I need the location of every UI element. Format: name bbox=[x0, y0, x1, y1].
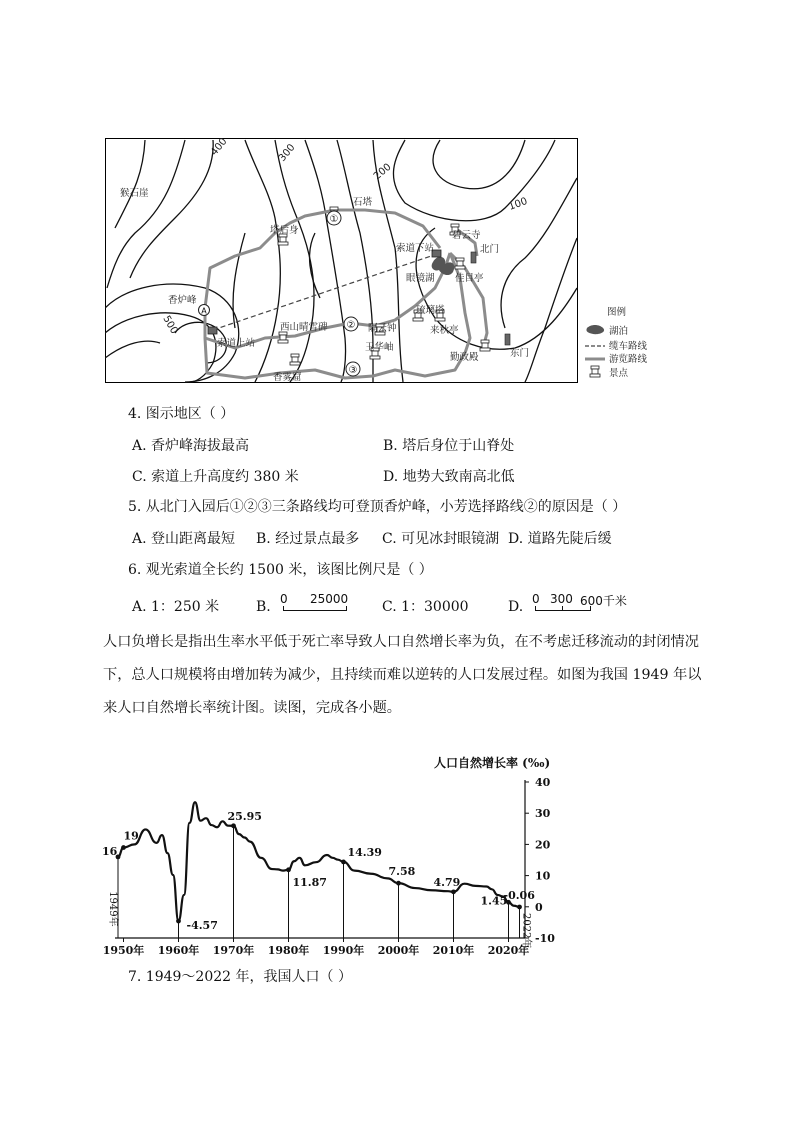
data-point bbox=[517, 905, 522, 910]
contour-label-200: 200 bbox=[371, 161, 394, 183]
q5-option-b[interactable]: B. 经过景点最多 bbox=[256, 531, 360, 547]
q5-option-c[interactable]: C. 可见冰封眼镜湖 bbox=[382, 531, 500, 547]
q6-option-b-prefix: B. bbox=[256, 599, 271, 615]
svg-text:A: A bbox=[201, 306, 207, 316]
intro-paragraph: 人口负增长是指出生率水平低于死亡率导致人口自然增长率为负，在不考虑迁移流动的封闭情况下，总人口规模将由增加转为减少，且持续而难以逆转的人口发展过程。如图为我国 1949 年以来人口自然增长率统计图。读图，完成各小题。 bbox=[103, 634, 702, 716]
q4-option-c[interactable]: C. 索道上升高度约 380 米 bbox=[132, 469, 299, 485]
place-dongmen: 东门 bbox=[510, 348, 530, 359]
y-tick-label: 10 bbox=[535, 869, 551, 883]
scale-label-25000: 25000 bbox=[310, 592, 349, 606]
place-xianglufeng: 香炉峰 bbox=[168, 295, 197, 306]
x-tick-label: 1970年 bbox=[212, 944, 255, 957]
scale-label-300: 300 bbox=[550, 592, 573, 606]
y-tick-label: 0 bbox=[535, 900, 543, 914]
place-laiqiuting: 来秋亭 bbox=[430, 325, 459, 336]
data-point bbox=[286, 867, 291, 872]
place-qinzhengdian: 勤政殿 bbox=[450, 352, 479, 363]
data-label: 1.45 bbox=[480, 894, 508, 908]
data-label: 11.87 bbox=[292, 875, 327, 889]
chart-title: 人口自然增长率 (‰) bbox=[434, 756, 551, 770]
contour-label-400: 400 bbox=[208, 138, 230, 158]
data-point bbox=[231, 823, 236, 828]
q6-option-d-prefix: D. bbox=[508, 599, 524, 615]
x-tick-label: 1990年 bbox=[322, 944, 365, 957]
q6-option-a[interactable]: A. 1：250 米 bbox=[132, 599, 220, 615]
q5-stem: 5. 从北门入园后①②③三条路线均可登顶香炉峰，小芳选择路线②的原因是（ ） bbox=[128, 499, 627, 515]
marker-2022: 2022年 bbox=[520, 913, 532, 949]
x-tick-label: 1980年 bbox=[267, 944, 310, 957]
data-point bbox=[176, 919, 181, 924]
x-tick-label: 1960年 bbox=[157, 944, 200, 957]
svg-text:①: ① bbox=[329, 214, 339, 225]
data-label: 14.39 bbox=[347, 845, 382, 859]
contour-label-300: 300 bbox=[276, 142, 298, 164]
map-svg bbox=[105, 138, 685, 384]
place-jiamuting: 佳目亭 bbox=[455, 273, 484, 284]
place-gelianzhong: 隔云钟 bbox=[368, 323, 397, 334]
q4-stem: 4. 图示地区（ ） bbox=[128, 406, 235, 422]
place-xishan: 西山晴雪碑 bbox=[280, 322, 328, 333]
data-label: 4.79 bbox=[433, 875, 461, 889]
y-tick-label: 30 bbox=[535, 807, 551, 821]
place-tahoushen: 塔后身 bbox=[270, 225, 299, 236]
q5-option-a[interactable]: A. 登山距离最短 bbox=[132, 531, 236, 547]
series-line bbox=[118, 802, 520, 921]
gate-dongmen bbox=[505, 334, 510, 345]
scale-label-0: 0 bbox=[280, 592, 288, 606]
point-marker-a bbox=[199, 305, 210, 316]
place-yanjinghu: 眼镜湖 bbox=[406, 273, 435, 284]
route-marker-2 bbox=[344, 317, 358, 331]
legend-tour: 游览路线 bbox=[609, 354, 648, 365]
x-tick-label: 2000年 bbox=[377, 944, 420, 957]
place-houshiya: 猴石崖 bbox=[120, 188, 149, 199]
place-yuhuaxie: 玉华岫 bbox=[365, 342, 394, 353]
scale-bar-mid-tick bbox=[562, 606, 563, 611]
place-xiangwuku: 香雾窟 bbox=[273, 372, 302, 383]
chart-svg bbox=[100, 752, 560, 962]
chart-annotated-points bbox=[102, 810, 535, 949]
contour-label-100: 100 bbox=[507, 195, 529, 213]
place-biyunsi: 碧云寺 bbox=[452, 230, 481, 241]
data-label: 25.95 bbox=[227, 809, 262, 823]
q6-option-c[interactable]: C. 1：30000 bbox=[382, 599, 469, 615]
q4-option-a[interactable]: A. 香炉峰海拔最高 bbox=[132, 438, 250, 454]
x-tick-label: 2020年 bbox=[487, 944, 530, 957]
scale-bar bbox=[535, 606, 591, 611]
place-shita: 石塔 bbox=[353, 197, 373, 208]
q6-option-b[interactable] bbox=[256, 592, 366, 618]
place-liulita: 琉璃塔 bbox=[416, 305, 445, 316]
place-suodaoxiazhan: 索道下站 bbox=[396, 243, 435, 254]
legend-title: 图例 bbox=[607, 307, 627, 318]
q4-option-b[interactable]: B. 塔后身位于山脊处 bbox=[383, 438, 515, 454]
legend-pagoda-icon bbox=[590, 366, 600, 377]
place-beimen: 北门 bbox=[480, 244, 500, 255]
y-tick-label: -10 bbox=[535, 932, 555, 945]
svg-text:③: ③ bbox=[348, 365, 358, 376]
map-legend bbox=[585, 306, 648, 379]
q6-option-d[interactable] bbox=[508, 592, 648, 618]
population-growth-chart bbox=[100, 752, 560, 962]
place-suodaoshangzhan: 索道上站 bbox=[217, 338, 256, 349]
data-point bbox=[121, 845, 126, 850]
topographic-map bbox=[105, 138, 685, 384]
q7-stem: 7. 1949～2022 年，我国人口（ ） bbox=[128, 969, 352, 985]
legend-lake-swatch bbox=[586, 325, 604, 334]
gate-beimen bbox=[471, 252, 476, 263]
x-tick-label: 2010年 bbox=[432, 944, 475, 957]
data-point bbox=[451, 889, 456, 894]
y-tick-label: 40 bbox=[535, 776, 551, 789]
data-label: 19 bbox=[123, 829, 139, 843]
contour-label-500: 500 bbox=[160, 314, 180, 337]
marker-1949: 1949年 bbox=[107, 891, 118, 927]
data-label: -0.06 bbox=[503, 888, 535, 902]
scale-label-0: 0 bbox=[532, 592, 540, 606]
x-tick-label: 1950年 bbox=[102, 944, 145, 957]
data-label: -4.57 bbox=[186, 919, 218, 933]
y-tick-label: 20 bbox=[535, 838, 551, 852]
data-point bbox=[396, 881, 401, 886]
data-point bbox=[341, 860, 346, 865]
q6-stem: 6. 观光索道全长约 1500 米，该图比例尺是（ ） bbox=[128, 562, 433, 578]
route-marker-1 bbox=[327, 211, 341, 225]
data-label: 16 bbox=[102, 844, 118, 858]
data-label: 7.58 bbox=[388, 865, 416, 879]
q4-option-d[interactable]: D. 地势大致南高北低 bbox=[383, 469, 515, 485]
station-suodaoshangzhan bbox=[208, 327, 217, 334]
scale-bar bbox=[283, 606, 347, 611]
route-marker-3 bbox=[346, 362, 360, 376]
legend-cable: 缆车路线 bbox=[609, 341, 648, 352]
legend-lake: 湖泊 bbox=[609, 326, 629, 337]
q5-option-d[interactable]: D. 道路先陡后缓 bbox=[508, 531, 612, 547]
svg-text:②: ② bbox=[346, 320, 356, 331]
legend-spot: 景点 bbox=[609, 368, 629, 379]
scale-label-600km: 600千米 bbox=[580, 594, 627, 608]
